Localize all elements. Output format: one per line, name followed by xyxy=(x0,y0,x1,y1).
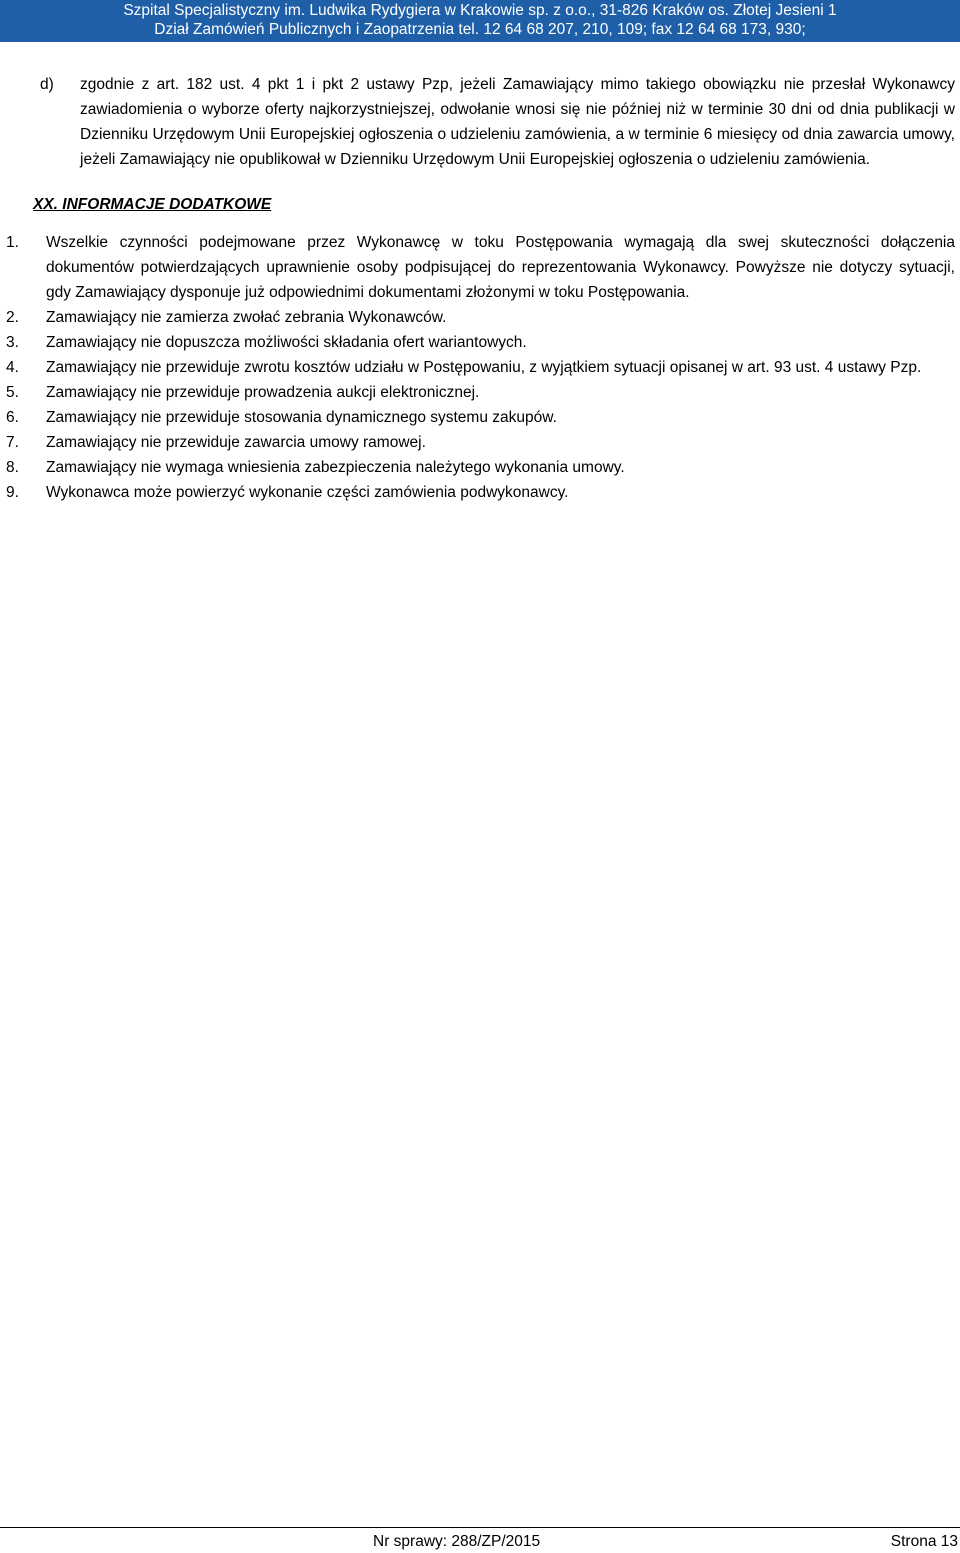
list-item-text: Wszelkie czynności podejmowane przez Wykonawcę w toku Postępowania wymagają dla swej skuteczności dołączenia dokumentów potwierdzających uprawnienie osoby podpisującej do reprezentowania Wykonawcy. Powyższe nie dotyczy sytuacji, gdy Zamawiający dysponuje już odpowiednimi dokumentami złożonymi w toku Postępowania. xyxy=(46,234,955,301)
list-item-text: Zamawiający nie przewiduje prowadzenia aukcji elektronicznej. xyxy=(46,384,480,401)
list-item xyxy=(6,305,955,330)
list-item-number: 9. xyxy=(6,484,19,501)
paragraph-d xyxy=(40,72,955,172)
list-item-text: Wykonawca może powierzyć wykonanie części zamówienia podwykonawcy. xyxy=(46,484,569,501)
page-header xyxy=(0,0,960,42)
header-line-2: Dział Zamówień Publicznych i Zaopatrzenia tel. 12 64 68 207, 210, 109; fax 12 64 68 173, 930; xyxy=(154,21,806,38)
section-items-wrap xyxy=(6,230,955,505)
list-item-number: 1. xyxy=(6,234,19,251)
list-item xyxy=(6,480,955,505)
list-item xyxy=(6,230,955,305)
document-body xyxy=(6,72,955,505)
list-item-number: 6. xyxy=(6,409,19,426)
list-item xyxy=(6,430,955,455)
list-item xyxy=(6,405,955,430)
section-items-list xyxy=(6,230,955,505)
list-item xyxy=(6,330,955,355)
paragraph-d-label: d) xyxy=(40,76,54,93)
list-item-number: 4. xyxy=(6,359,19,376)
list-item-number: 7. xyxy=(6,434,19,451)
list-item xyxy=(6,355,955,380)
list-item-number: 5. xyxy=(6,384,19,401)
list-item-text: Zamawiający nie przewiduje stosowania dynamicznego systemu zakupów. xyxy=(46,409,557,426)
list-item-number: 8. xyxy=(6,459,19,476)
list-item-text: Zamawiający nie przewiduje zawarcia umowy ramowej. xyxy=(46,434,426,451)
list-item-number: 2. xyxy=(6,309,19,326)
footer-divider xyxy=(0,1527,960,1528)
header-line-1: Szpital Specjalistyczny im. Ludwika Rydygiera w Krakowie sp. z o.o., 31-826 Kraków os. Złotej Jesieni 1 xyxy=(123,2,837,19)
list-item-text: Zamawiający nie dopuszcza możliwości składania ofert wariantowych. xyxy=(46,334,527,351)
list-item xyxy=(6,380,955,405)
footer-case-number: Nr sprawy: 288/ZP/2015 xyxy=(373,1533,541,1550)
footer-page-number: Strona 13 xyxy=(890,1533,958,1550)
paragraph-d-text: zgodnie z art. 182 ust. 4 pkt 1 i pkt 2 ustawy Pzp, jeżeli Zamawiający mimo takiego obowiązku nie przesłał Wykonawcy zawiadomienia o wyborze oferty najkorzystniejszej, odwołanie wnosi się nie później niż w terminie 30 dni od dnia publikacji w Dzienniku Urzędowym Unii Europejskiej ogłoszenia o udzieleniu zamówienia, a w terminie 6 miesięcy od dnia zawarcia umowy, jeżeli Zamawiający nie opublikował w Dzienniku Urzędowym Unii Europejskiej ogłoszenia o udzieleniu zamówienia. xyxy=(80,76,955,168)
list-item-text: Zamawiający nie zamierza zwołać zebrania Wykonawców. xyxy=(46,309,447,326)
list-item-number: 3. xyxy=(6,334,19,351)
list-item-text: Zamawiający nie wymaga wniesienia zabezpieczenia należytego wykonania umowy. xyxy=(46,459,625,476)
list-item-text: Zamawiający nie przewiduje zwrotu kosztów udziału w Postępowaniu, z wyjątkiem sytuacji opisanej w art. 93 ust. 4 ustawy Pzp. xyxy=(46,359,922,376)
section-title: XX. INFORMACJE DODATKOWE xyxy=(33,196,272,213)
list-item xyxy=(6,455,955,480)
